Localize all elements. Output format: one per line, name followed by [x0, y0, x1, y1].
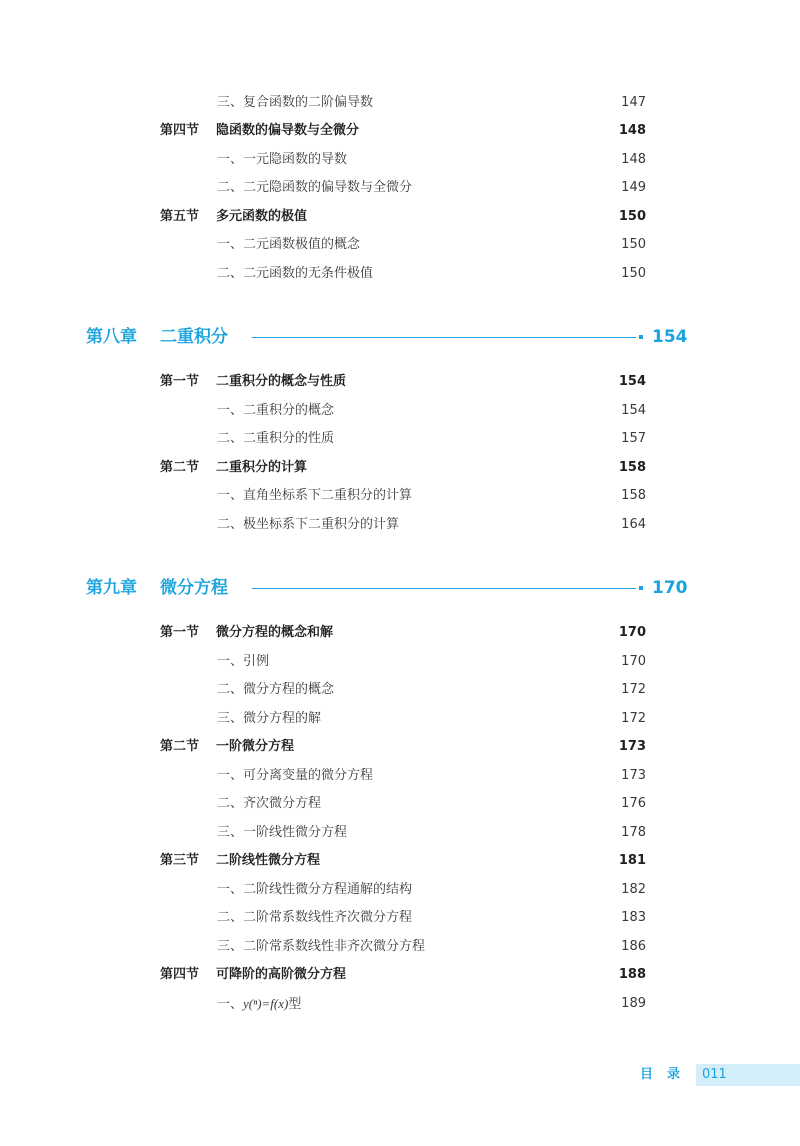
toc-entry-page: 182 — [621, 882, 646, 897]
section-number: 第三节 — [160, 853, 200, 868]
chapter-page: 154 — [652, 327, 688, 347]
footer-page-number: 011 — [702, 1067, 727, 1082]
toc-entry[interactable] — [0, 906, 800, 930]
toc-entry-page: 149 — [621, 180, 646, 195]
toc-entry-label: 一、二阶线性微分方程通解的结构 — [217, 882, 413, 897]
section-number: 第五节 — [160, 209, 200, 224]
toc-entry-label: 一、一元隐函数的导数 — [217, 152, 348, 167]
chapter-number: 第八章 — [86, 327, 137, 347]
section-title: 可降阶的高阶微分方程 — [216, 967, 347, 982]
toc-entry-label: 三、一阶线性微分方程 — [217, 825, 348, 840]
chapter-heading[interactable] — [0, 573, 800, 603]
toc-entry[interactable] — [0, 650, 800, 674]
section-page: 154 — [618, 374, 646, 389]
section-title: 微分方程的概念和解 — [216, 625, 334, 640]
toc-entry-page: 178 — [621, 825, 646, 840]
toc-entry[interactable] — [0, 513, 800, 537]
toc-entry[interactable] — [0, 148, 800, 172]
toc-entry-label: 一、二重积分的概念 — [217, 403, 335, 418]
section-page: 150 — [618, 209, 646, 224]
section-number: 第一节 — [160, 625, 200, 640]
chapter-title: 二重积分 — [160, 327, 228, 347]
toc-entry-page: 183 — [621, 910, 646, 925]
toc-section[interactable] — [0, 456, 800, 480]
toc-entry-label: 三、二阶常系数线性非齐次微分方程 — [217, 939, 426, 954]
toc-entry[interactable] — [0, 935, 800, 959]
section-page: 181 — [618, 853, 646, 868]
toc-entry-page: 176 — [621, 796, 646, 811]
toc-entry-page: 186 — [621, 939, 646, 954]
toc-entry-label: 二、微分方程的概念 — [217, 682, 335, 697]
chapter-page: 170 — [652, 578, 688, 598]
chapter-leader-dot — [639, 335, 643, 339]
toc-entry-page: 154 — [621, 403, 646, 418]
section-title: 隐函数的偏导数与全微分 — [216, 123, 360, 138]
section-page: 188 — [618, 967, 646, 982]
toc-entry[interactable] — [0, 427, 800, 451]
section-page: 173 — [618, 739, 646, 754]
section-page: 158 — [618, 460, 646, 475]
toc-entry[interactable] — [0, 262, 800, 286]
section-number: 第二节 — [160, 460, 200, 475]
toc-section[interactable] — [0, 849, 800, 873]
toc-entry[interactable] — [0, 992, 800, 1016]
chapter-title: 微分方程 — [160, 578, 228, 598]
toc-entry-page: 148 — [621, 152, 646, 167]
section-number: 第一节 — [160, 374, 200, 389]
toc-entry-page: 170 — [621, 654, 646, 669]
section-number: 第四节 — [160, 967, 200, 982]
toc-entry[interactable] — [0, 91, 800, 115]
section-page: 170 — [618, 625, 646, 640]
chapter-number: 第九章 — [86, 578, 137, 598]
toc-entry[interactable] — [0, 792, 800, 816]
chapter-heading[interactable] — [0, 322, 800, 352]
toc-entry[interactable] — [0, 176, 800, 200]
section-number: 第四节 — [160, 123, 200, 138]
toc-entry-label: 一、引例 — [217, 654, 270, 669]
toc-entry[interactable] — [0, 764, 800, 788]
toc-entry-label: 三、微分方程的解 — [217, 711, 322, 726]
section-number: 第二节 — [160, 739, 200, 754]
toc-entry-label — [217, 992, 301, 1017]
chapter-leader-dot — [639, 586, 643, 590]
toc-section[interactable] — [0, 963, 800, 987]
toc-entry-page: 147 — [621, 95, 646, 110]
toc-entry-label: 一、直角坐标系下二重积分的计算 — [217, 488, 413, 503]
toc-entry[interactable] — [0, 399, 800, 423]
toc-entry[interactable] — [0, 678, 800, 702]
toc-entry[interactable] — [0, 484, 800, 508]
toc-entry-page: 150 — [621, 237, 646, 252]
toc-entry-label: 二、二阶常系数线性齐次微分方程 — [217, 910, 413, 925]
section-title: 二重积分的计算 — [216, 460, 308, 475]
chapter-leader-line — [252, 337, 636, 338]
toc-entry[interactable] — [0, 707, 800, 731]
toc-entry-page: 172 — [621, 682, 646, 697]
section-page: 148 — [618, 123, 646, 138]
toc-entry-label: 三、复合函数的二阶偏导数 — [217, 95, 374, 110]
section-title: 二重积分的概念与性质 — [216, 374, 347, 389]
toc-entry[interactable] — [0, 878, 800, 902]
toc-section[interactable] — [0, 205, 800, 229]
toc-entry-page: 189 — [621, 996, 646, 1011]
toc-entry-page: 173 — [621, 768, 646, 783]
toc-entry-suffix: 型 — [288, 997, 302, 1012]
section-title: 多元函数的极值 — [216, 209, 308, 224]
toc-entry-label: 二、极坐标系下二重积分的计算 — [217, 517, 400, 532]
footer-title: 目录 — [640, 1067, 695, 1082]
section-title: 一阶微分方程 — [216, 739, 295, 754]
toc-entry-page: 172 — [621, 711, 646, 726]
toc-entry-label: 一、可分离变量的微分方程 — [217, 768, 374, 783]
toc-entry-label: 二、二元函数的无条件极值 — [217, 266, 374, 281]
toc-entry[interactable] — [0, 821, 800, 845]
toc-entry-page: 158 — [621, 488, 646, 503]
toc-entry-label: 二、齐次微分方程 — [217, 796, 322, 811]
toc-entry-page: 164 — [621, 517, 646, 532]
chapter-leader-line — [252, 588, 636, 589]
toc-section[interactable] — [0, 735, 800, 759]
toc-entry-page: 150 — [621, 266, 646, 281]
toc-entry-label: 二、二元隐函数的偏导数与全微分 — [217, 180, 413, 195]
page-footer — [0, 1064, 800, 1086]
toc-entry[interactable] — [0, 233, 800, 257]
toc-entry-prefix: 一、 — [217, 997, 244, 1012]
toc-entry-page: 157 — [621, 431, 646, 446]
toc-entry-label: 一、二元函数极值的概念 — [217, 237, 361, 252]
toc-section[interactable] — [0, 119, 800, 143]
toc-section[interactable] — [0, 621, 800, 645]
toc-entry-label: 二、二重积分的性质 — [217, 431, 335, 446]
section-title: 二阶线性微分方程 — [216, 853, 321, 868]
toc-entry-formula: y(ⁿ)=f(x) — [243, 996, 289, 1011]
toc-section[interactable] — [0, 370, 800, 394]
